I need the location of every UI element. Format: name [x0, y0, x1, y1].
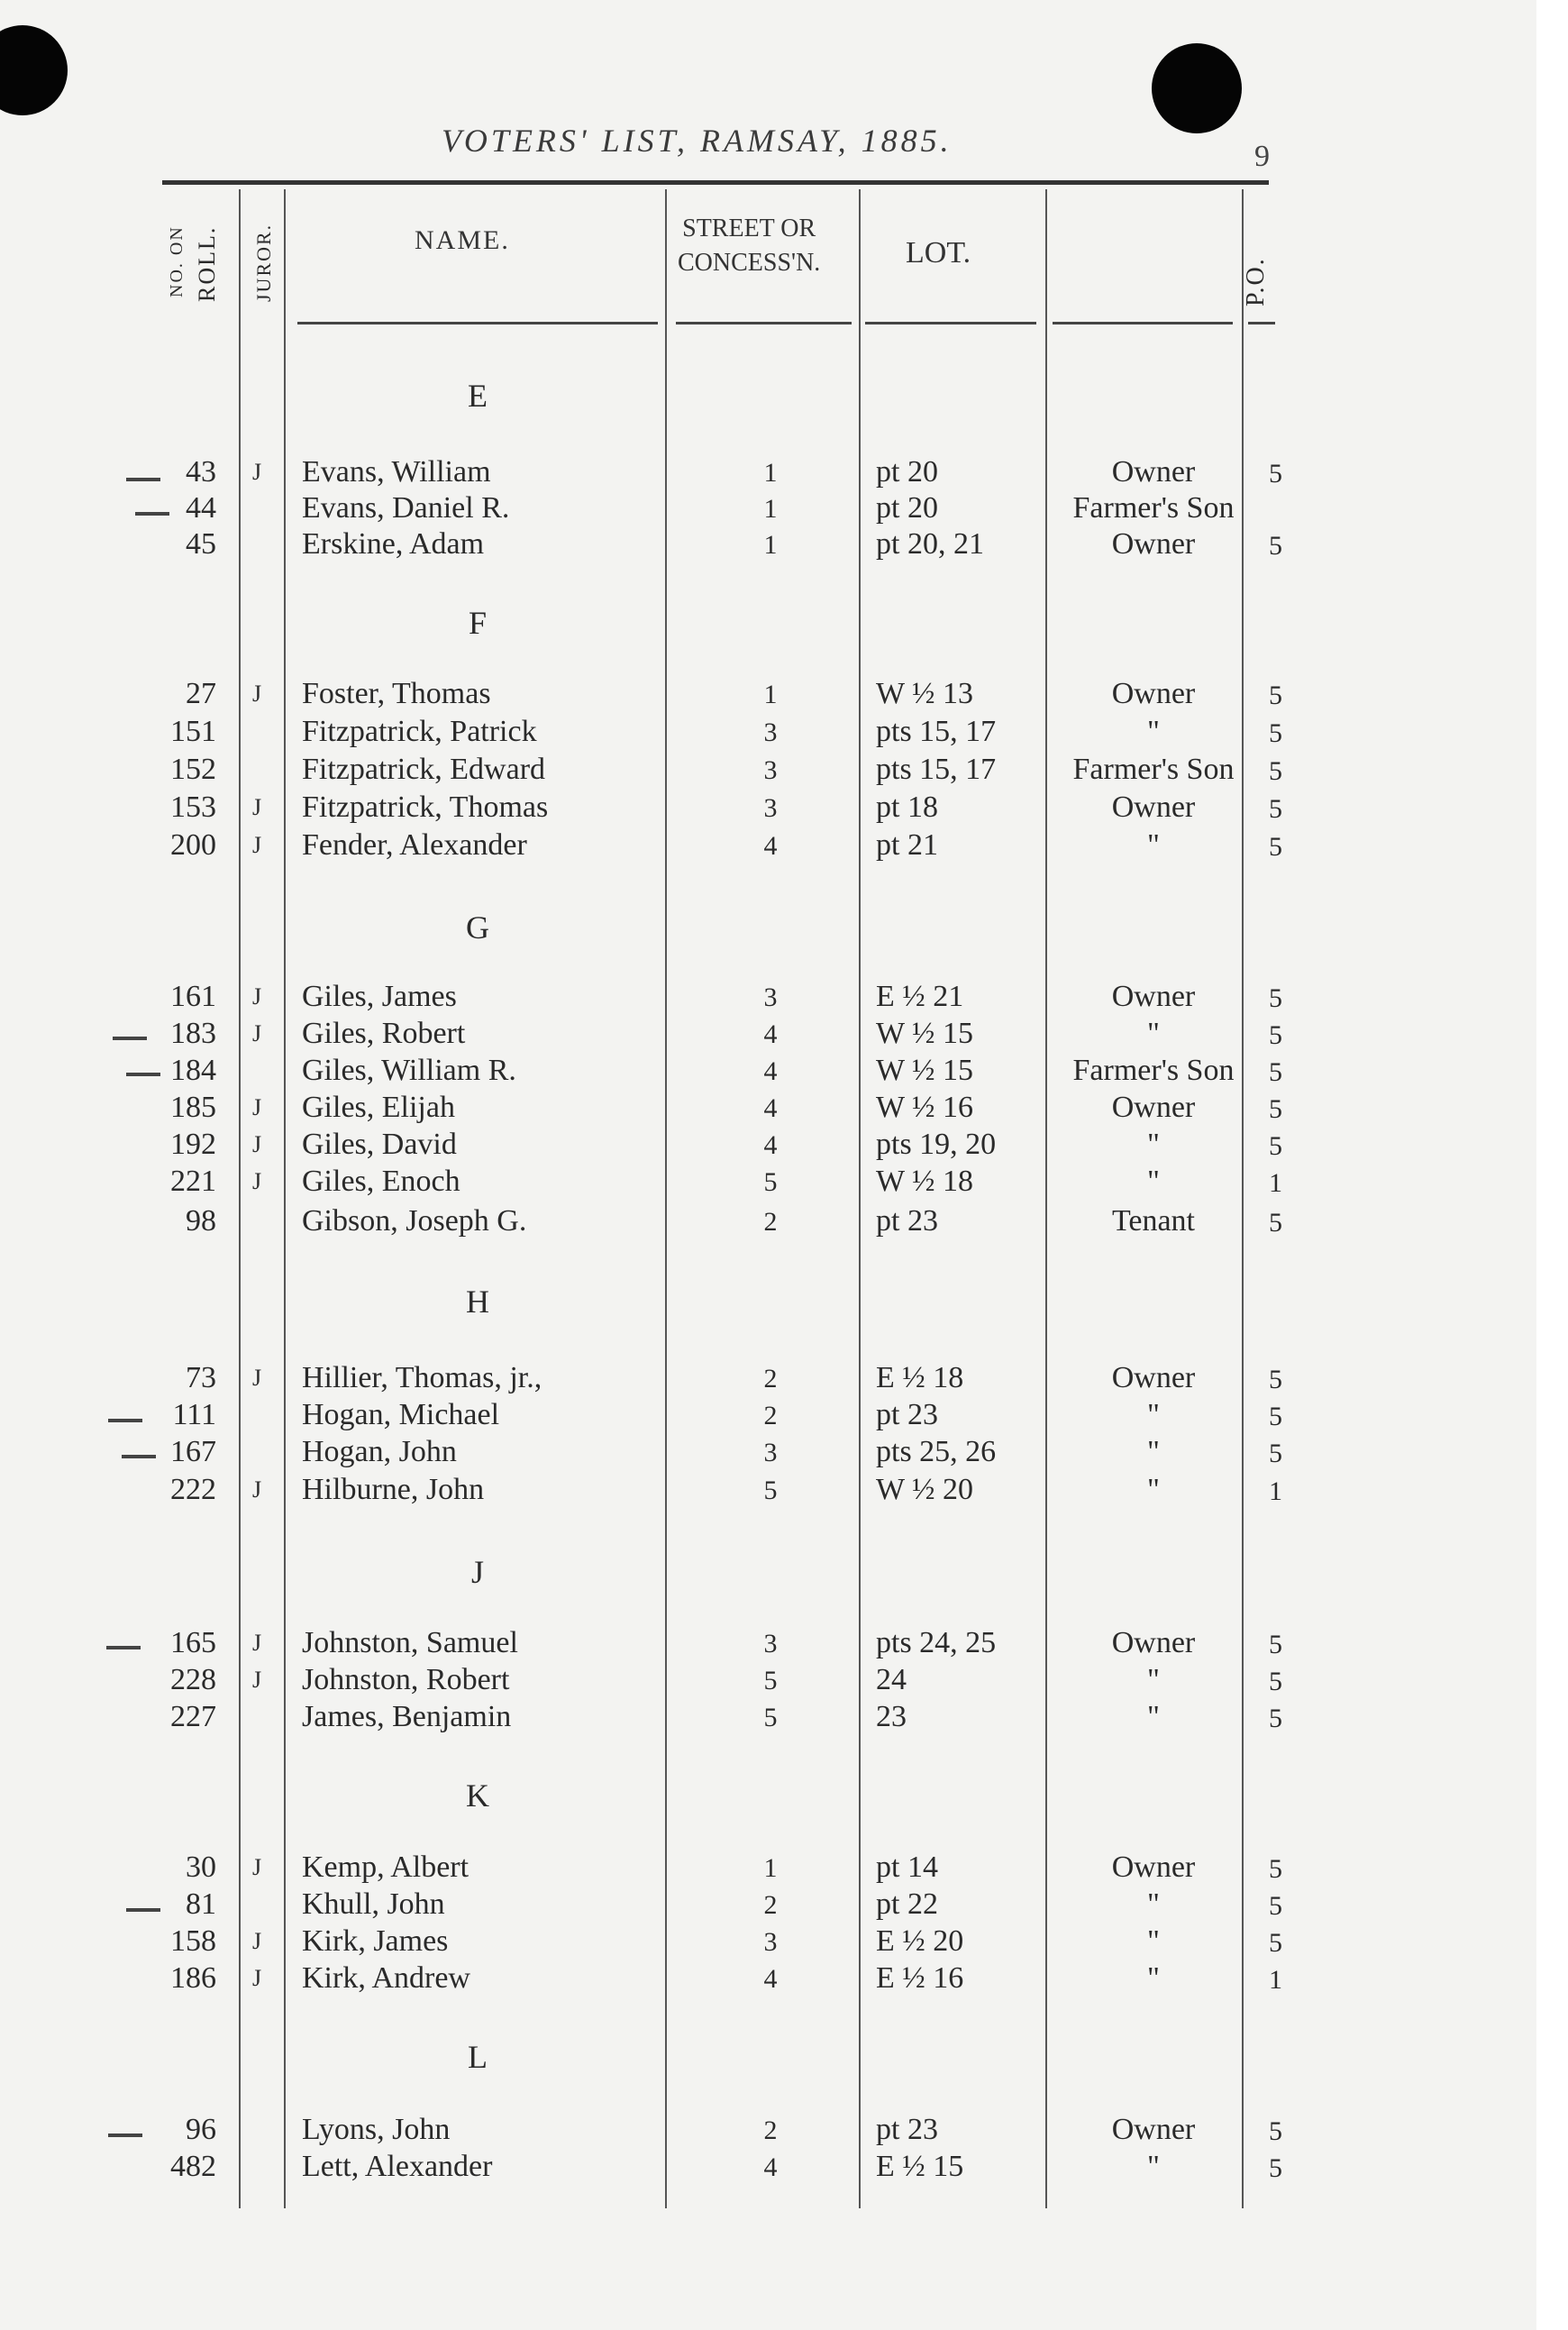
concession-number: 3	[763, 1629, 778, 1658]
post-office-number: 1	[1269, 1168, 1282, 1198]
lot-description: E ½ 18	[876, 1361, 964, 1394]
concession-number: 4	[763, 1056, 778, 1086]
tenure-status: "	[1147, 715, 1160, 748]
header-underline	[1248, 322, 1275, 324]
section-letter: G	[466, 909, 489, 946]
roll-number: 98	[186, 1204, 216, 1238]
lot-description: 23	[876, 1700, 907, 1733]
roll-number: 167	[170, 1435, 216, 1468]
lot-description: pt 20	[876, 455, 938, 489]
juror-mark: J	[252, 1630, 262, 1656]
lot-description: W ½ 18	[876, 1165, 973, 1198]
roll-number: 161	[170, 980, 216, 1013]
voter-name: Evans, William	[302, 455, 491, 489]
section-letter: J	[470, 1554, 484, 1590]
tenure-status: "	[1147, 1663, 1160, 1696]
column-header-lot: LOT.	[906, 236, 971, 270]
concession-number: 4	[763, 2152, 778, 2182]
tenure-status: Owner	[1111, 2113, 1196, 2146]
juror-mark: J	[252, 1928, 262, 1954]
voter-name: Fitzpatrick, Patrick	[302, 715, 537, 748]
tenure-status: "	[1147, 1017, 1160, 1050]
concession-number: 4	[763, 1964, 778, 1994]
roll-number: 45	[186, 527, 216, 561]
post-office-number: 1	[1269, 1965, 1282, 1995]
voter-name: Hilburne, John	[302, 1473, 485, 1506]
voter-name: Giles, William R.	[302, 1054, 516, 1087]
roll-number: 158	[170, 1924, 216, 1958]
roll-number: 153	[170, 790, 216, 824]
voter-name: Fender, Alexander	[302, 828, 527, 862]
concession-number: 4	[763, 1093, 778, 1123]
post-office-number: 5	[1269, 531, 1282, 561]
concession-number: 4	[763, 1019, 778, 1049]
concession-number: 1	[763, 530, 778, 560]
lot-description: pt 23	[876, 2113, 938, 2146]
post-office-number: 5	[1269, 1928, 1282, 1958]
concession-number: 5	[763, 1167, 778, 1197]
voter-name: Khull, John	[302, 1887, 445, 1921]
header-underline	[1053, 322, 1233, 324]
column-header-juror: JUROR.	[252, 223, 275, 302]
juror-mark: J	[252, 1476, 262, 1503]
roll-number: 111	[172, 1398, 216, 1431]
margin-tick-mark	[126, 1908, 160, 1912]
juror-mark: J	[252, 1168, 262, 1194]
column-header-name: NAME.	[415, 225, 510, 255]
voter-name: Foster, Thomas	[302, 677, 491, 710]
tenure-status: "	[1147, 1128, 1160, 1161]
lot-description: pts 25, 26	[876, 1435, 997, 1468]
concession-number: 3	[763, 982, 778, 1012]
concession-number: 5	[763, 1666, 778, 1695]
tenure-status: "	[1147, 1924, 1160, 1958]
margin-tick-mark	[108, 2134, 142, 2137]
post-office-number: 5	[1269, 1094, 1282, 1124]
voter-name: Gibson, Joseph G.	[302, 1204, 527, 1238]
juror-mark: J	[252, 832, 262, 858]
post-office-number: 5	[1269, 1365, 1282, 1394]
post-office-number: 5	[1269, 681, 1282, 710]
voter-name: Johnston, Robert	[302, 1663, 510, 1696]
post-office-number: 1	[1269, 1476, 1282, 1506]
lot-description: E ½ 16	[876, 1961, 964, 1995]
column-divider	[284, 189, 286, 2208]
juror-mark: J	[252, 983, 262, 1010]
tenure-status: Owner	[1111, 1850, 1196, 1884]
concession-number: 5	[763, 1703, 778, 1732]
voter-name: Giles, Elijah	[302, 1091, 455, 1124]
post-office-number: 5	[1269, 1131, 1282, 1161]
tenure-status: "	[1147, 1473, 1160, 1506]
roll-number: 165	[170, 1626, 216, 1659]
voter-name: Giles, Robert	[302, 1017, 466, 1050]
lot-description: W ½ 20	[876, 1473, 973, 1506]
lot-description: 24	[876, 1663, 907, 1696]
margin-tick-mark	[113, 1037, 147, 1040]
section-letter: E	[468, 378, 488, 414]
tenure-status: Owner	[1111, 980, 1196, 1013]
column-divider	[665, 189, 667, 2208]
concession-number: 5	[763, 1476, 778, 1505]
post-office-number: 5	[1269, 1667, 1282, 1696]
roll-number: 185	[170, 1091, 216, 1124]
roll-number: 73	[186, 1361, 216, 1394]
post-office-number: 5	[1269, 832, 1282, 862]
roll-number: 43	[186, 455, 216, 489]
roll-number: 183	[170, 1017, 216, 1050]
voter-name: Evans, Daniel R.	[302, 491, 510, 525]
tenure-status: "	[1147, 828, 1160, 862]
voter-name: Hillier, Thomas, jr.,	[302, 1361, 542, 1394]
tenure-status: Owner	[1111, 527, 1196, 561]
juror-mark: J	[252, 1667, 262, 1693]
column-header-roll-line2: ROLL.	[194, 225, 220, 302]
voter-name: Fitzpatrick, Edward	[302, 753, 546, 786]
tenure-status: "	[1147, 1961, 1160, 1995]
concession-number: 1	[763, 458, 778, 488]
tenure-status: Owner	[1111, 1361, 1196, 1394]
tenure-status: Owner	[1111, 677, 1196, 710]
post-office-number: 5	[1269, 1854, 1282, 1884]
page-margin	[1536, 0, 1568, 2330]
roll-number: 81	[186, 1887, 216, 1921]
concession-number: 3	[763, 755, 778, 785]
voter-name: James, Benjamin	[302, 1700, 512, 1733]
concession-number: 3	[763, 1438, 778, 1467]
margin-tick-mark	[135, 512, 169, 516]
voter-name: Lyons, John	[302, 2113, 451, 2146]
juror-mark: J	[252, 1365, 262, 1391]
lot-description: pt 21	[876, 828, 938, 862]
tenure-status: Owner	[1111, 1091, 1196, 1124]
column-header-po: P.O.	[1242, 257, 1270, 306]
section-letter: L	[468, 2039, 488, 2075]
post-office-number: 5	[1269, 2116, 1282, 2146]
lot-description: W ½ 16	[876, 1091, 973, 1124]
roll-number: 227	[170, 1700, 216, 1733]
voter-name: Kirk, Andrew	[302, 1961, 470, 1995]
tenure-status: "	[1147, 1700, 1160, 1733]
lot-description: W ½ 13	[876, 677, 973, 710]
concession-number: 2	[763, 1207, 778, 1237]
juror-mark: J	[252, 681, 262, 707]
post-office-number: 5	[1269, 756, 1282, 786]
section-letter: F	[468, 605, 488, 641]
post-office-number: 5	[1269, 983, 1282, 1013]
roll-number: 184	[170, 1054, 216, 1087]
juror-mark: J	[252, 459, 262, 485]
roll-number: 192	[170, 1128, 216, 1161]
post-office-number: 5	[1269, 1891, 1282, 1921]
voter-name: Giles, James	[302, 980, 457, 1013]
lot-description: pts 19, 20	[876, 1128, 997, 1161]
post-office-number: 5	[1269, 1402, 1282, 1431]
lot-description: pts 15, 17	[876, 753, 997, 786]
tenure-status: Farmer's Son	[1072, 753, 1235, 786]
concession-number: 3	[763, 1927, 778, 1957]
voter-name: Hogan, Michael	[302, 1398, 500, 1431]
concession-number: 1	[763, 1853, 778, 1883]
roll-number: 222	[170, 1473, 216, 1506]
lot-description: pt 18	[876, 790, 938, 824]
lot-description: E ½ 21	[876, 980, 964, 1013]
concession-number: 1	[763, 680, 778, 709]
concession-number: 3	[763, 717, 778, 747]
column-header-roll-line1: NO. ON	[167, 225, 187, 297]
voter-name: Giles, David	[302, 1128, 457, 1161]
column-header-street-line2: CONCESS'N.	[678, 249, 821, 277]
page-number: 9	[1254, 140, 1270, 173]
lot-description: pt 14	[876, 1850, 938, 1884]
lot-description: pt 20	[876, 491, 938, 525]
roll-number: 152	[170, 753, 216, 786]
roll-number: 96	[186, 2113, 216, 2146]
concession-number: 2	[763, 1364, 778, 1393]
concession-number: 2	[763, 1890, 778, 1920]
voter-name: Kemp, Albert	[302, 1850, 469, 1884]
lot-description: W ½ 15	[876, 1054, 973, 1087]
tenure-status: "	[1147, 1165, 1160, 1198]
post-office-number: 5	[1269, 718, 1282, 748]
roll-number: 30	[186, 1850, 216, 1884]
juror-mark: J	[252, 1965, 262, 1991]
voter-name: Hogan, John	[302, 1435, 457, 1468]
tenure-status: Farmer's Son	[1072, 491, 1235, 525]
column-divider	[239, 189, 241, 2208]
header-underline	[676, 322, 852, 324]
tenure-status: Tenant	[1111, 1204, 1196, 1238]
tenure-status: Owner	[1111, 790, 1196, 824]
header-underline	[297, 322, 658, 324]
juror-mark: J	[252, 1131, 262, 1157]
voter-name: Johnston, Samuel	[302, 1626, 518, 1659]
juror-mark: J	[252, 1854, 262, 1880]
concession-number: 1	[763, 494, 778, 524]
column-header-street-line1: STREET OR	[682, 215, 816, 242]
lot-description: pt 20, 21	[876, 527, 984, 561]
lot-description: W ½ 15	[876, 1017, 973, 1050]
voter-name: Giles, Enoch	[302, 1165, 460, 1198]
punch-hole-right	[1152, 43, 1242, 133]
header-rule	[162, 180, 1269, 185]
post-office-number: 5	[1269, 794, 1282, 824]
post-office-number: 5	[1269, 2153, 1282, 2183]
tenure-status: "	[1147, 1887, 1160, 1921]
lot-description: pt 23	[876, 1204, 938, 1238]
margin-tick-mark	[106, 1646, 141, 1649]
margin-tick-mark	[126, 478, 160, 481]
margin-tick-mark	[126, 1073, 160, 1076]
roll-number: 151	[170, 715, 216, 748]
page-title: VOTERS' LIST, RAMSAY, 1885.	[442, 123, 953, 159]
lot-description: pt 23	[876, 1398, 938, 1431]
post-office-number: 5	[1269, 459, 1282, 489]
concession-number: 2	[763, 1401, 778, 1430]
lot-description: E ½ 20	[876, 1924, 964, 1958]
voter-name: Fitzpatrick, Thomas	[302, 790, 549, 824]
juror-mark: J	[252, 1094, 262, 1120]
roll-number: 200	[170, 828, 216, 862]
roll-number: 482	[170, 2150, 216, 2183]
tenure-status: "	[1147, 1398, 1160, 1431]
column-header-street	[678, 212, 820, 280]
voter-name: Lett, Alexander	[302, 2150, 493, 2183]
margin-tick-mark	[108, 1419, 142, 1422]
lot-description: pts 15, 17	[876, 715, 997, 748]
voter-name: Kirk, James	[302, 1924, 449, 1958]
roll-number: 27	[186, 677, 216, 710]
roll-number: 221	[170, 1165, 216, 1198]
lot-description: pt 22	[876, 1887, 938, 1921]
lot-description: pts 24, 25	[876, 1626, 997, 1659]
tenure-status: "	[1147, 1435, 1160, 1468]
tenure-status: "	[1147, 2150, 1160, 2183]
post-office-number: 5	[1269, 1630, 1282, 1659]
post-office-number: 5	[1269, 1439, 1282, 1468]
roll-number: 44	[186, 491, 216, 525]
concession-number: 4	[763, 1130, 778, 1160]
roll-number: 228	[170, 1663, 216, 1696]
roll-number: 186	[170, 1961, 216, 1995]
post-office-number: 5	[1269, 1057, 1282, 1087]
post-office-number: 5	[1269, 1208, 1282, 1238]
juror-mark: J	[252, 794, 262, 820]
section-letter: K	[466, 1777, 489, 1814]
column-divider	[859, 189, 861, 2208]
post-office-number: 5	[1269, 1020, 1282, 1050]
section-letter: H	[466, 1284, 489, 1320]
header-underline	[865, 322, 1036, 324]
tenure-status: Farmer's Son	[1072, 1054, 1235, 1087]
concession-number: 3	[763, 793, 778, 823]
concession-number: 2	[763, 2115, 778, 2145]
juror-mark: J	[252, 1020, 262, 1046]
concession-number: 4	[763, 831, 778, 861]
post-office-number: 5	[1269, 1704, 1282, 1733]
tenure-status: Owner	[1111, 1626, 1196, 1659]
tenure-status: Owner	[1111, 455, 1196, 489]
margin-tick-mark	[122, 1455, 156, 1458]
lot-description: E ½ 15	[876, 2150, 964, 2183]
voter-name: Erskine, Adam	[302, 527, 485, 561]
